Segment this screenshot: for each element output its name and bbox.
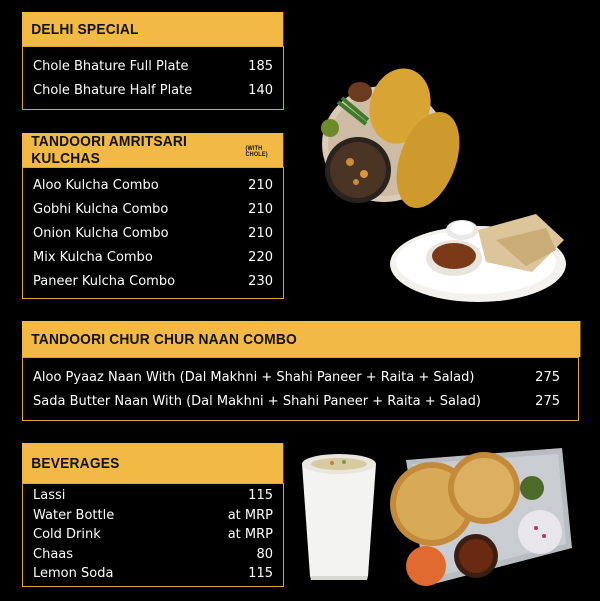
- chole-bhature-plate-image: [308, 62, 470, 214]
- section-title: TANDOORI CHUR CHUR NAAN COMBO: [22, 321, 580, 357]
- section-box: [22, 46, 284, 110]
- item-name: Onion Kulcha Combo: [33, 226, 169, 241]
- menu-item: [33, 226, 273, 242]
- item-price: at MRP: [227, 508, 273, 523]
- item-price: 210: [248, 178, 273, 193]
- item-name: Aloo Pyaaz Naan With (Dal Makhni + Shahi Paneer + Raita + Salad): [33, 370, 475, 385]
- item-name: Aloo Kulcha Combo: [33, 178, 159, 193]
- item-name: Gobhi Kulcha Combo: [33, 202, 169, 217]
- menu-item: [33, 83, 273, 99]
- item-price: 185: [248, 59, 273, 74]
- menu-item: [33, 527, 273, 543]
- section-title: TANDOORI AMRITSARI KULCHAS (WITH CHOLE): [22, 133, 283, 167]
- item-price: 115: [248, 566, 273, 581]
- naan-thali-image: [386, 444, 576, 592]
- item-name: Lemon Soda: [33, 566, 114, 581]
- menu-item: [33, 178, 273, 194]
- item-name: Sada Butter Naan With (Dal Makhni + Shahi Paneer + Raita + Salad): [33, 394, 481, 409]
- item-price: at MRP: [227, 527, 273, 542]
- item-name: Chole Bhature Full Plate: [33, 59, 189, 74]
- item-name: Mix Kulcha Combo: [33, 250, 153, 265]
- item-name: Paneer Kulcha Combo: [33, 274, 176, 289]
- item-name: Lassi: [33, 488, 66, 503]
- section-note: (WITH CHOLE): [245, 146, 268, 158]
- item-name: Water Bottle: [33, 508, 115, 523]
- menu-item: [33, 508, 273, 524]
- menu-item: [33, 547, 273, 563]
- item-price: 275: [535, 394, 560, 409]
- section-box: [22, 167, 284, 299]
- item-price: 275: [535, 370, 560, 385]
- section-title: DELHI SPECIAL: [22, 12, 283, 46]
- menu-item: [33, 250, 273, 266]
- menu-item: [33, 202, 273, 218]
- menu-item: [33, 370, 560, 386]
- item-price: 210: [248, 202, 273, 217]
- section-box: [22, 483, 284, 587]
- menu-item: [33, 394, 560, 410]
- section-title: BEVERAGES: [22, 443, 283, 483]
- item-price: 230: [248, 274, 273, 289]
- menu-item: [33, 566, 273, 582]
- item-price: 115: [248, 488, 273, 503]
- section-box: [22, 357, 579, 421]
- menu-item: [33, 59, 273, 75]
- item-price: 220: [248, 250, 273, 265]
- kulcha-plate-image: [386, 200, 568, 310]
- item-name: Chaas: [33, 547, 74, 562]
- item-price: 140: [248, 83, 273, 98]
- menu-item: [33, 488, 273, 504]
- item-name: Chole Bhature Half Plate: [33, 83, 193, 98]
- lassi-glass-image: [298, 450, 380, 582]
- item-name: Cold Drink: [33, 527, 101, 542]
- menu-item: [33, 274, 273, 290]
- item-price: 80: [256, 547, 273, 562]
- item-price: 210: [248, 226, 273, 241]
